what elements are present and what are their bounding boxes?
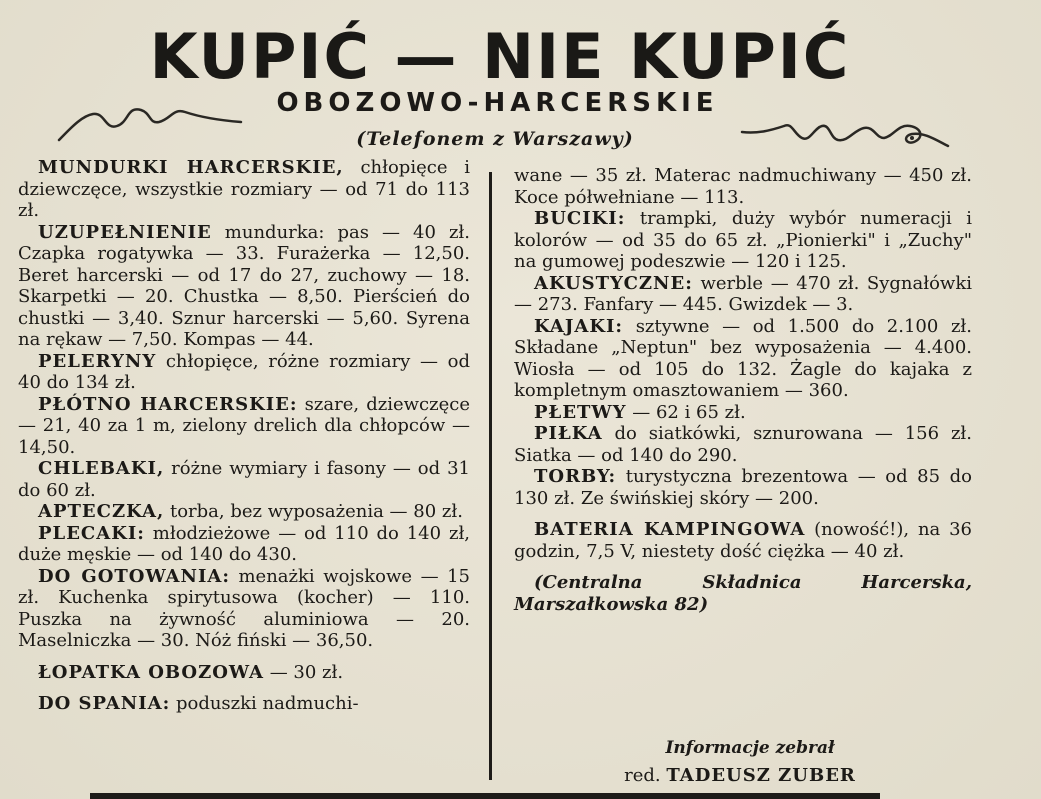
bottom-rule (90, 793, 880, 799)
article-paragraph: PLECAKI: młodzieżowe — od 110 do 140 zł, duże męskie — od 140 do 430. (18, 522, 470, 565)
article-paragraph: BUCIKI: trampki, duży wybór numeracji i kolorów — od 35 do 65 zł. „Pionierki" i „Zuchy" na gumowej podeszwie — 120 i 125. (514, 208, 972, 272)
article-paragraph: wane — 35 zł. Materac nadmuchiwany — 450 zł. Koce półwełniane — 113. (514, 165, 972, 208)
right-column (514, 165, 972, 615)
article-paragraph: DO SPANIA: poduszki nadmuchi- (38, 693, 359, 714)
author-name: TADEUSZ ZUBER (666, 765, 856, 786)
article-paragraph: UZUPEŁNIENIE mundurka: pas — 40 zł. Czapka rogatywka — 33. Furażerka — 12,50. Beret harcerski — od 17 do 27, zuchowy — 18. Skarpetki — 20. Chustka — 8,50. Pierścień do chustki — 3,40. Sznur harcerski — 5,60. Syrena na rękaw — 7,50. Kompas — 44. (18, 221, 470, 350)
article-paragraph: APTECZKA, torba, bez wyposażenia — 80 zł. (38, 501, 463, 522)
article-paragraph: PŁETWY — 62 i 65 zł. (534, 401, 746, 423)
author-line (580, 765, 900, 787)
headline: KUPIĆ — NIE KUPIĆ (149, 20, 851, 93)
subheadline: OBOZOWO-HARCERSKIE (276, 88, 719, 118)
article-paragraph: CHLEBAKI, różne wymiary i fasony — od 31 do 60 zł. (18, 458, 470, 501)
right-squiggle-icon (738, 112, 953, 162)
article-paragraph: PELERYNY chłopięce, różne rozmiary — od 40 do 134 zł. (18, 350, 470, 393)
article-paragraph: KAJAKI: sztywne — od 1.500 do 2.100 zł. Składane „Neptun" bez wyposażenia — 4.400. Wiosła — od 105 do 132. Żagle do kajaka z kompletnym omasztowaniem — 360. (514, 315, 972, 401)
byline: (Telefonem z Warszawy) (356, 128, 634, 150)
left-column (18, 157, 470, 715)
source-note: (Centralna Składnica Harcerska, Marszałkowska 82) (514, 572, 972, 615)
article-paragraph: DO GOTOWANIA: menażki wojskowe — 15 zł. Kuchenka spirytusowa (kocher) — 110. Puszka na żywność aluminiowa — 20. Maselniczka — 30. Nóż fiński — 36,50. (18, 565, 470, 651)
article-paragraph: TORBY: turystyczna brezentowa — od 85 do 130 zł. Ze świńskiej skóry — 200. (514, 466, 972, 509)
article-paragraph: PIŁKA do siatkówki, sznurowana — 156 zł. Siatka — od 140 do 290. (514, 423, 972, 466)
article-paragraph: BATERIA KAMPINGOWA (nowość!), na 36 godzin, 7,5 V, niestety dość ciężka — 40 zł. (514, 519, 973, 562)
article-paragraph: MUNDURKI HARCERSKIE, chłopięce i dziewczęce, wszystkie rozmiary — od 71 do 113 zł. (18, 157, 470, 221)
article-paragraph: ŁOPATKA OBOZOWA — 30 zł. (38, 661, 344, 683)
credit-line: Informacje zebrał (665, 738, 835, 758)
column-divider (489, 172, 492, 780)
article-paragraph: AKUSTYCZNE: werble — 470 zł. Sygnałówki — 273. Fanfary — 445. Gwizdek — 3. (514, 272, 972, 315)
author-prefix: red. (624, 765, 661, 786)
article-paragraph: PŁÓTNO HARCERSKIE: szare, dziewczęce — 21, 40 za 1 m, zielony drelich dla chłopców — 14,50. (18, 393, 471, 458)
